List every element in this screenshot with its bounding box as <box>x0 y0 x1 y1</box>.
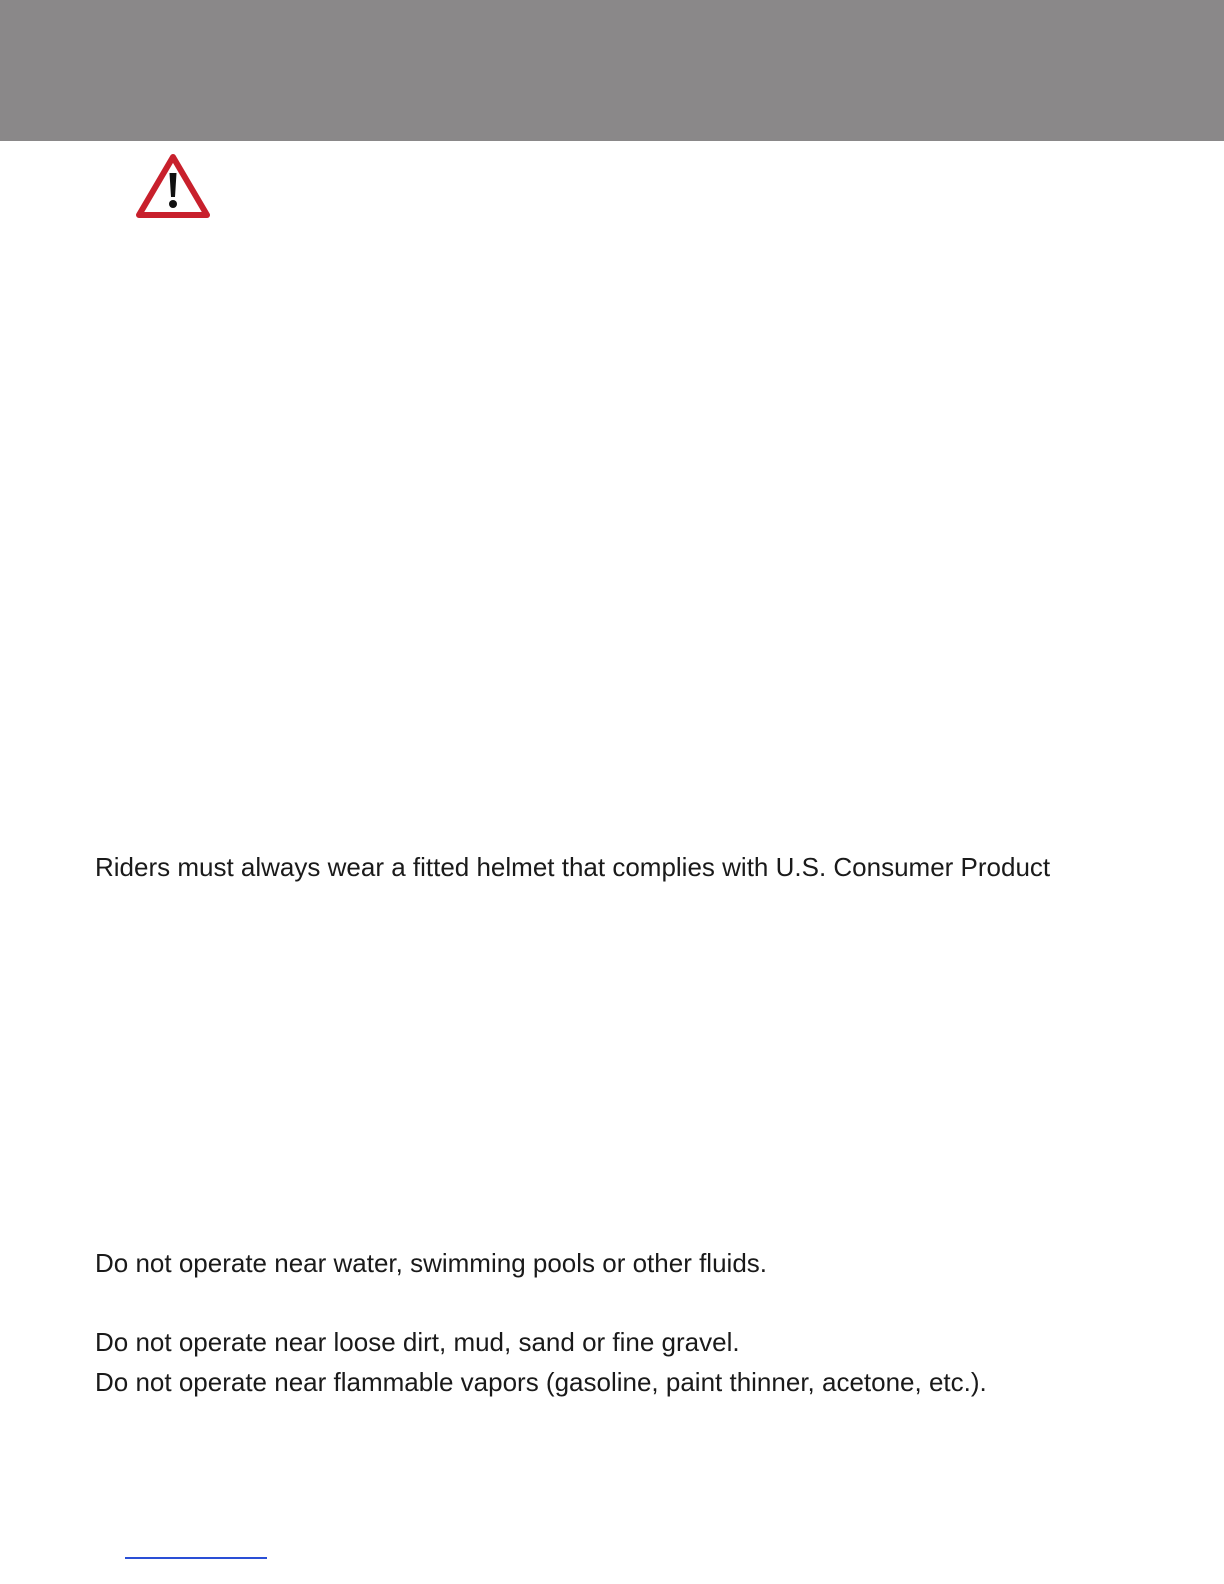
dirt-warning-text: Do not operate near loose dirt, mud, sand or fine gravel. <box>95 1327 740 1357</box>
water-warning-text: Do not operate near water, swimming pools or other fluids. <box>95 1248 768 1278</box>
warning-triangle-icon <box>135 153 211 219</box>
header-band <box>0 0 1224 141</box>
vapors-warning-text: Do not operate near flammable vapors (gasoline, paint thinner, acetone, etc.). <box>95 1367 987 1397</box>
helmet-warning-text: Riders must always wear a fitted helmet that complies with U.S. Consumer Product <box>95 852 1051 882</box>
footer-link-underline[interactable] <box>125 1557 267 1559</box>
